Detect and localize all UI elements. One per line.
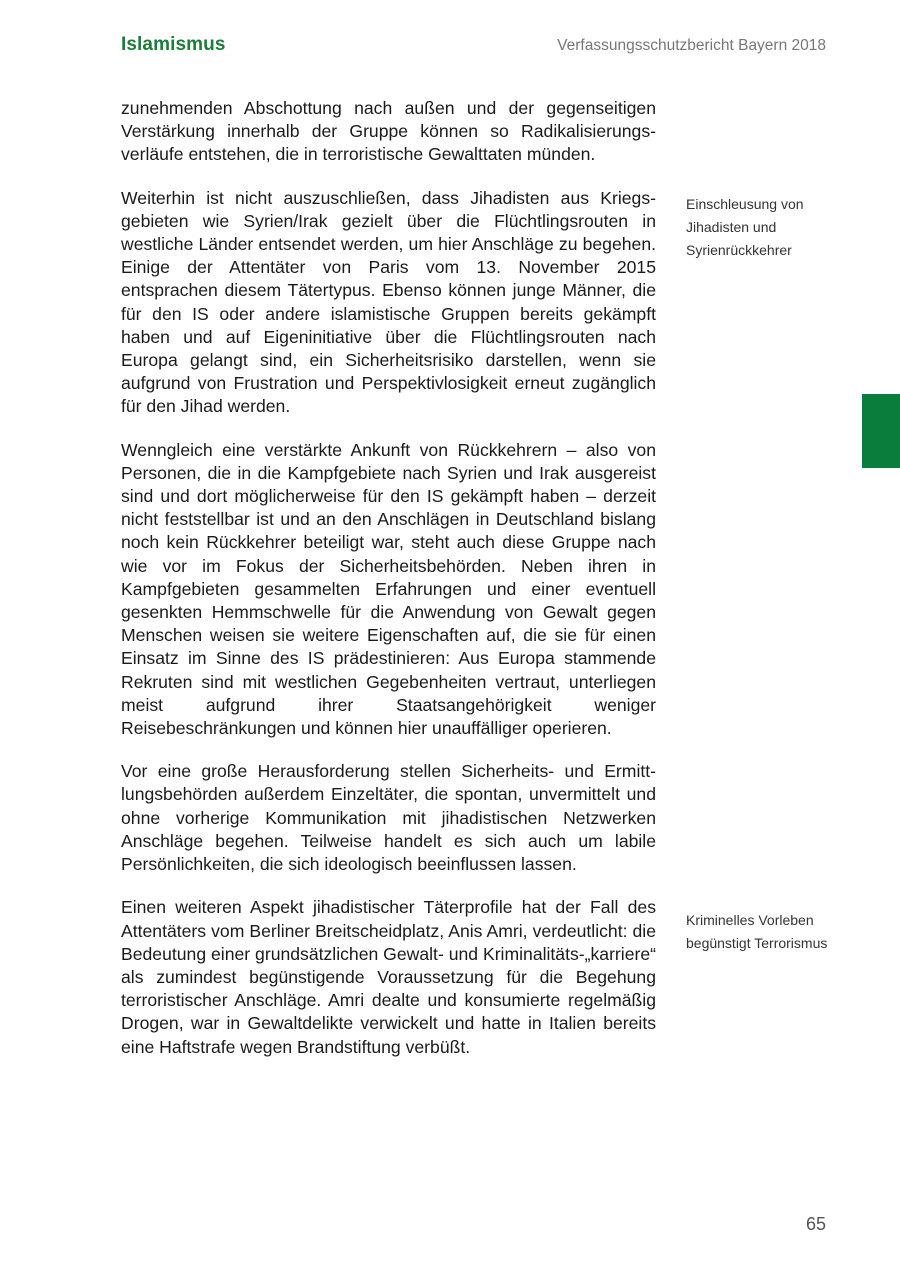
running-header-section: Islamismus bbox=[121, 34, 226, 55]
chapter-tab-marker bbox=[862, 394, 900, 468]
paragraph-2: Weiterhin ist nicht auszuschließen, dass Jihadisten aus Kriegsgebieten wie Syrien/Irak gezielt über die Flüchtlingsrouten in westliche Länder entsendet werden, um hier Anschläge zu begehen. Einige der Attentäter von Paris vom 13. November 2015 entsprachen diesem Tätertypus. Ebenso können junge Männer, die für den IS oder andere islamistische Gruppen bereits gekämpft haben und auf Eigeninitiative über die Flüchtlingsrouten nach Europa gelangt sind, ein Sicherheitsrisiko darstellen, wenn sie aufgrund von Frustration und Perspektivlosigkeit erneut zugänglich für den Jihad werden. bbox=[121, 187, 656, 417]
page-number: 65 bbox=[805, 1214, 826, 1234]
body-text-column bbox=[121, 97, 656, 1079]
margin-note-jihadisten: Einschleusung von Jihadisten und Syrienrückkehrer bbox=[686, 196, 804, 258]
paragraph-5: Einen weiteren Aspekt jihadistischer Täterprofile hat der Fall des Attentäters vom Berliner Breitscheidplatz, Anis Amri, verdeutlicht: die Bedeutung einer grundsätzlichen Gewalt- und Kriminalitäts-„karriere“ als zumindest begünstigende Voraussetzung für die Begehung terroristischer Anschläge. Amri dealte und konsumierte regelmäßig Drogen, war in Gewaltdelikte verwickelt und hatte in Italien bereits eine Haftstrafe wegen Brandstiftung verbüßt. bbox=[121, 897, 656, 1057]
paragraph-4: Vor eine große Herausforderung stellen Sicherheits- und Ermittlungsbehörden außerdem Einzeltäter, die spontan, unvermittelt und ohne vorherige Kommunikation mit jihadistischen Netzwerken Anschläge begehen. Teilweise handelt es sich auch um labile Persönlichkeiten, die sich ideologisch beeinflussen lassen. bbox=[121, 761, 656, 875]
paragraph-1: zunehmenden Abschottung nach außen und der gegenseitigen Verstärkung innerhalb der Gruppe können so Radikalisierungsverläufe entstehen, die in terroristische Gewalttaten münden. bbox=[121, 98, 656, 165]
margin-note-kriminelles-vorleben: Kriminelles Vorleben begünstigt Terrorismus bbox=[686, 912, 828, 951]
running-header-publication: Verfassungsschutzbericht Bayern 2018 bbox=[557, 37, 826, 54]
paragraph-3: Wenngleich eine verstärkte Ankunft von Rückkehrern – also von Personen, die in die Kampfgebiete nach Syrien und Irak ausgereist sind und dort möglicherweise für den IS gekämpft haben – derzeit nicht feststellbar ist und an den Anschlägen in Deutschland bislang noch kein Rückkehrer beteiligt war, steht auch diese Gruppe nach wie vor im Fokus der Sicherheitsbehörden. Neben ihren in Kampfgebieten gesammelten Erfahrungen und einer eventuell gesenkten Hemmschwelle für die Anwendung von Gewalt gegen Menschen weisen sie weitere Eigenschaften auf, die sie für einen Einsatz im Sinne des IS prädestinieren: Aus Europa stammende Rekruten sind mit westlichen Gegebenheiten vertraut, unterliegen meist aufgrund ihrer Staatsangehörigkeit weniger Reisebeschränkungen und können hier unauffälliger operieren. bbox=[121, 439, 656, 739]
